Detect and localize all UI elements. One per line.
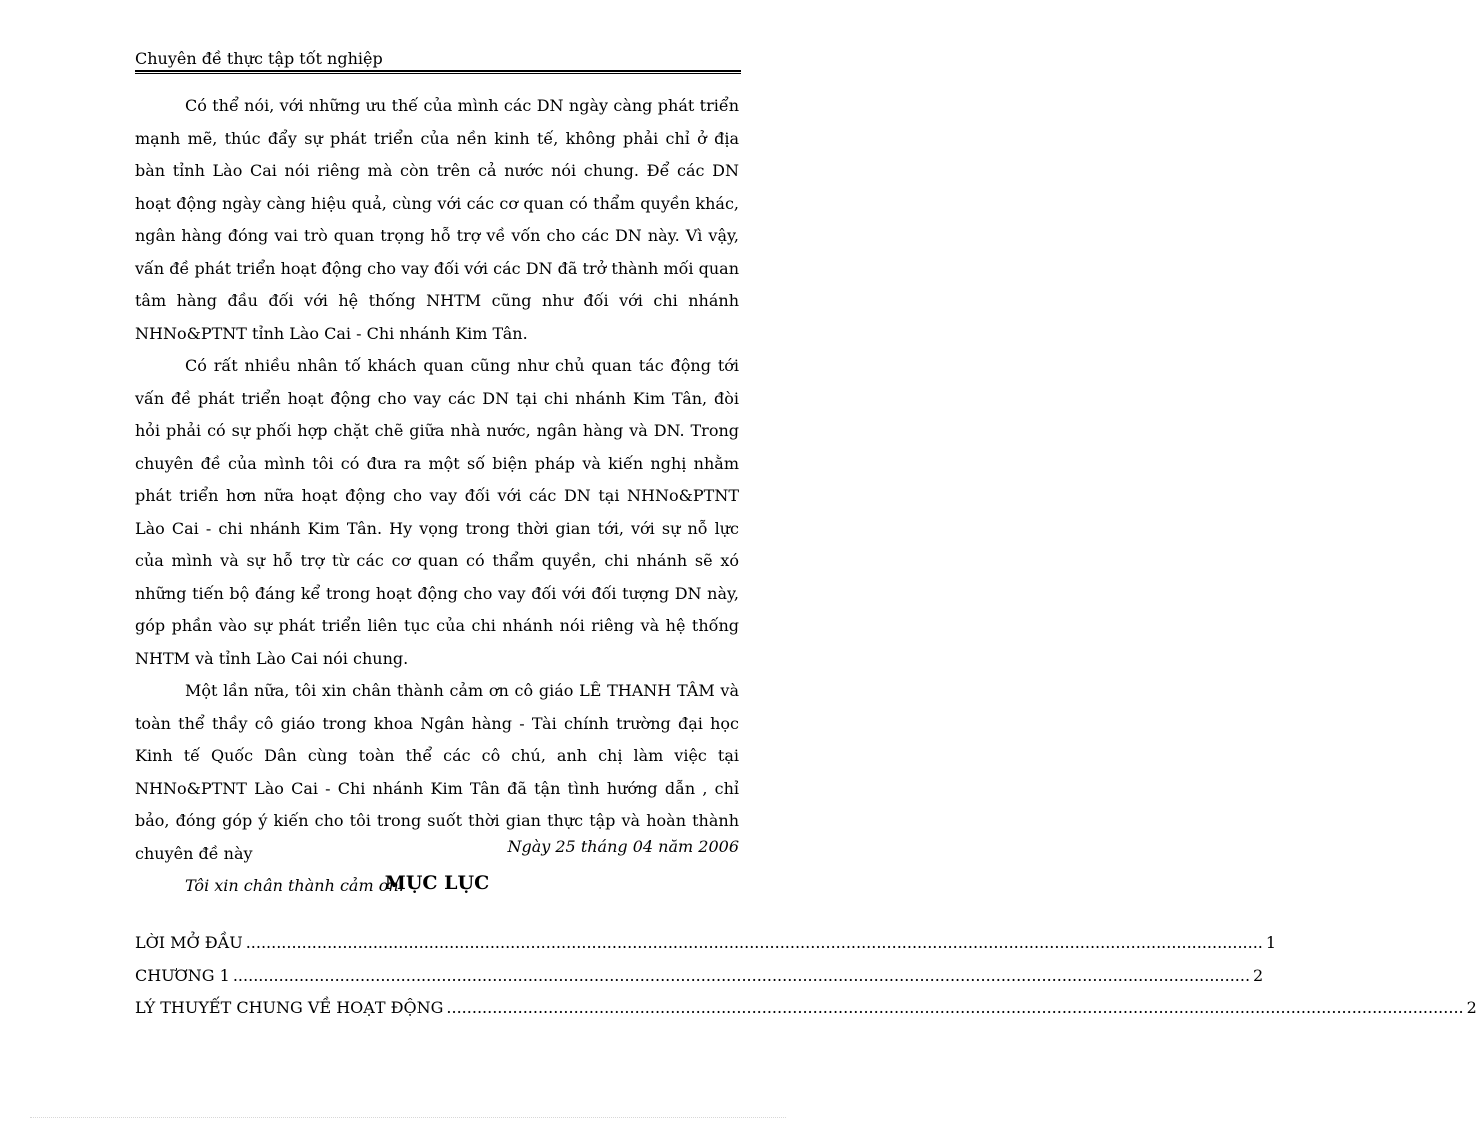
toc-entry[interactable] (135, 965, 1264, 999)
page-bottom-border (30, 1117, 786, 1118)
thanks-line: Tôi xin chân thành cảm ơn. (185, 876, 404, 895)
toc-entry[interactable] (135, 933, 1277, 966)
paragraph: Một lần nữa, tôi xin chân thành cảm ơn cô giáo LÊ THANH TÂM và toàn thể thầy cô giáo trong khoa Ngân hàng - Tài chính trường đại học Kinh tế Quốc Dân cùng toàn thể các cô chú, anh chị làm việc tại NHNo&PTNT Lào Cai - Chi nhánh Kim Tân đã tận tình hướng dẫn , chỉ bảo, đóng góp ý kiến cho tôi trong suốt thời gian thực tập và hoàn thành chuyên đề này (135, 681, 739, 863)
toc-leader-dots: ........................................................................................................................................................................................................ (232, 965, 1251, 985)
toc-entry[interactable] (135, 998, 1477, 1031)
table-of-contents (135, 933, 1477, 1031)
toc-entry-label: CHƯƠNG 1 (135, 965, 230, 985)
toc-leader-dots: ........................................................................................................................................................................................................ (446, 998, 1464, 1017)
toc-leader-dots: ........................................................................................................................................................................................................ (245, 933, 1263, 952)
paragraph: Có rất nhiều nhân tố khách quan cũng như chủ quan tác động tới vấn đề phát triển hoạt động cho vay các DN tại chi nhánh Kim Tân, đòi hỏi phải có sự phối hợp chặt chẽ giữa nhà nước, ngân hàng và DN. Trong chuyên đề của mình tôi có đưa ra một số biện pháp và kiến nghị nhằm phát triển hơn nữa hoạt động cho vay đối với các DN tại NHNo&PTNT Lào Cai - chi nhánh Kim Tân. Hy vọng trong thời gian tới, với sự nỗ lực của mình và sự hỗ trợ từ các cơ quan có thẩm quyền, chi nhánh sẽ xó những tiến bộ đáng kể trong hoạt động cho vay đối với đối tượng DN này, góp phần vào sự phát triển liên tục của chi nhánh nói riêng và hệ thống NHTM và tỉnh Lào Cai nói chung. (135, 356, 739, 668)
toc-entry-page: 2 (1466, 998, 1477, 1017)
toc-entry-label: LÝ THUYẾT CHUNG VỀ HOẠT ĐỘNG (135, 998, 444, 1017)
paragraph: Có thể nói, với những ưu thế của mình các DN ngày càng phát triển mạnh mẽ, thúc đẩy sự phát triển của nền kinh tế, không phải chỉ ở địa bàn tỉnh Lào Cai nói riêng mà còn trên cả nước nói chung. Để các DN hoạt động ngày càng hiệu quả, cùng với các cơ quan có thẩm quyền khác, ngân hàng đóng vai trò quan trọng hỗ trợ về vốn cho các DN này. Vì vậy, vấn đề phát triển hoạt động cho vay đối với các DN đã trở thành mối quan tâm hàng đầu đối với hệ thống NHTM cũng như đối với chi nhánh NHNo&PTNT tỉnh Lào Cai - Chi nhánh Kim Tân. (135, 96, 739, 343)
toc-entry-page: 2 (1253, 965, 1264, 985)
running-header: Chuyên đề thực tập tốt nghiệp (135, 49, 383, 68)
header-rule-thin (135, 73, 741, 74)
header-rule-thick (135, 70, 741, 72)
toc-entry-label: LỜI MỞ ĐẦU (135, 933, 243, 952)
toc-title: MỤC LỤC (384, 872, 490, 894)
date-line: Ngày 25 tháng 04 năm 2006 (507, 837, 739, 856)
toc-entry-page: 1 (1265, 933, 1277, 952)
body-text (135, 90, 739, 903)
